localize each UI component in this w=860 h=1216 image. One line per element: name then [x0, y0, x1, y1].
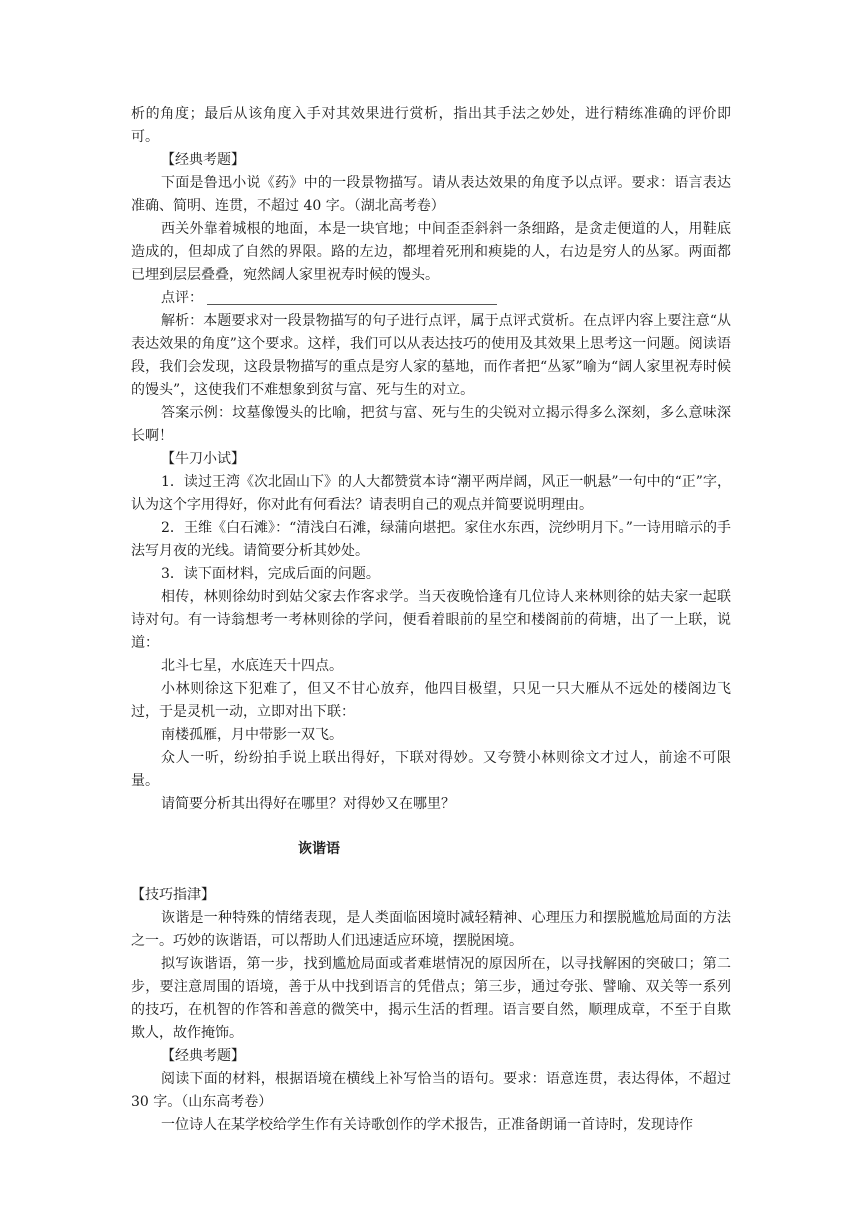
trial-question-3: 3．读下面材料，完成后面的问题。 [161, 566, 380, 582]
section-title: 诙谐语 [298, 841, 340, 857]
answer-example: 答案示例：坟墓像馒头的比喻，把贫与富、死与生的尖锐对立揭示得多么深刻，多么意味深长啊！ [131, 405, 731, 444]
trial-question-2: 2．王维《白石滩》：“清浅白石滩，绿蒲向堪把。家住水东西，浣纱明月下。”一诗用暗示的手法写月夜的光线。请简要分析其妙处。 [131, 520, 731, 559]
classic-question-heading-2: 【经典考题】 [161, 1048, 245, 1064]
couplet-upper: 北斗七星，水底连天十四点。 [161, 658, 343, 674]
closing-question: 请简要分析其出得好在哪里？对得妙又在哪里？ [161, 796, 455, 812]
story-paragraph-3: 众人一听，纷纷拍手说上联出得好，下联对得妙。又夸赞小林则徐文才过人，前途不可限量。 [131, 750, 731, 789]
couplet-lower: 南楼孤雁，月中带影一双飞。 [161, 727, 343, 743]
story-paragraph-1: 相传，林则徐幼时到姑父家去作客求学。当天夜晚恰逢有几位诗人来林则徐的姑夫家一起联诗对句。有一诗翁想考一考林则徐的学问，便看着眼前的星空和楼阁前的荷塘，出了一上联，说道： [131, 589, 731, 651]
comment-label: 点评： [161, 290, 203, 306]
classic-question-heading: 【经典考题】 [161, 152, 245, 168]
tips-paragraph-2: 拟写诙谐语，第一步，找到尴尬局面或者难堪情况的原因所在，以寻找解困的突破口；第二步，要注意周围的语境，善于从中找到语言的凭借点；第三步，通过夸张、譬喻、双关等一系列的技巧，在机智的作答和善意的微笑中，揭示生活的哲理。语言要自然，顺理成章，不至于自欺欺人，故作掩饰。 [131, 956, 731, 1041]
trial-question-1: 1．读过王湾《次北固山下》的人大都赞赏本诗“潮平两岸阔，风正一帆悬”一句中的“正”字，认为这个字用得好，你对此有何看法？请表明自己的观点并简要说明理由。 [131, 474, 731, 513]
story-paragraph-2: 小林则徐这下犯难了，但又不甘心放弃，他四目极望，只见一只大雁从不远处的楼阁边飞过，于是灵机一动，立即对出下联： [131, 681, 731, 720]
comment-line [131, 287, 731, 310]
trial-heading: 【牛刀小试】 [161, 451, 245, 467]
intro-paragraph: 析的角度；最后从该角度入手对其效果进行赏析，指出其手法之妙处，进行精练准确的评价即可。 [131, 106, 731, 145]
passage-text: 西关外靠着城根的地面，本是一块官地；中间歪歪斜斜一条细路，是贪走便道的人，用鞋底造成的，但却成了自然的界限。路的左边，都埋着死刑和瘐毙的人，右边是穷人的丛冢。两面都已埋到层层叠叠，宛然阔人家里祝寿时候的馒头。 [131, 221, 731, 283]
analysis-text: 解析：本题要求对一段景物描写的句子进行点评，属于点评式赏析。在点评内容上要注意“从表达效果的角度”这个要求。这样，我们可以从表达技巧的使用及其效果上思考这一问题。阅读语段，我们会发现，这段景物描写的重点是穷人家的墓地，而作者把“丛冢”喻为“阔人家里祝寿时候的馒头”，这使我们不难想象到贫与富、死与生的对立。 [131, 313, 731, 398]
question-text-2: 阅读下面的材料，根据语境在横线上补写恰当的语句。要求：语意连贯，表达得体，不超过 30 字。（山东高考卷） [131, 1071, 731, 1110]
story-text-2: 一位诗人在某学校给学生作有关诗歌创作的学术报告，正准备朗诵一首诗时，发现诗作 [161, 1117, 693, 1133]
answer-blank [207, 290, 497, 305]
question-text: 下面是鲁迅小说《药》中的一段景物描写。请从表达效果的角度予以点评。要求：语言表达准确、简明、连贯，不超过 40 字。（湖北高考卷） [131, 175, 731, 214]
tips-heading: 【技巧指津】 [131, 887, 215, 903]
tips-paragraph-1: 诙谐是一种特殊的情绪表现，是人类面临困境时减轻精神、心理压力和摆脱尴尬局面的方法之一。巧妙的诙谐语，可以帮助人们迅速适应环境，摆脱困境。 [131, 910, 731, 949]
